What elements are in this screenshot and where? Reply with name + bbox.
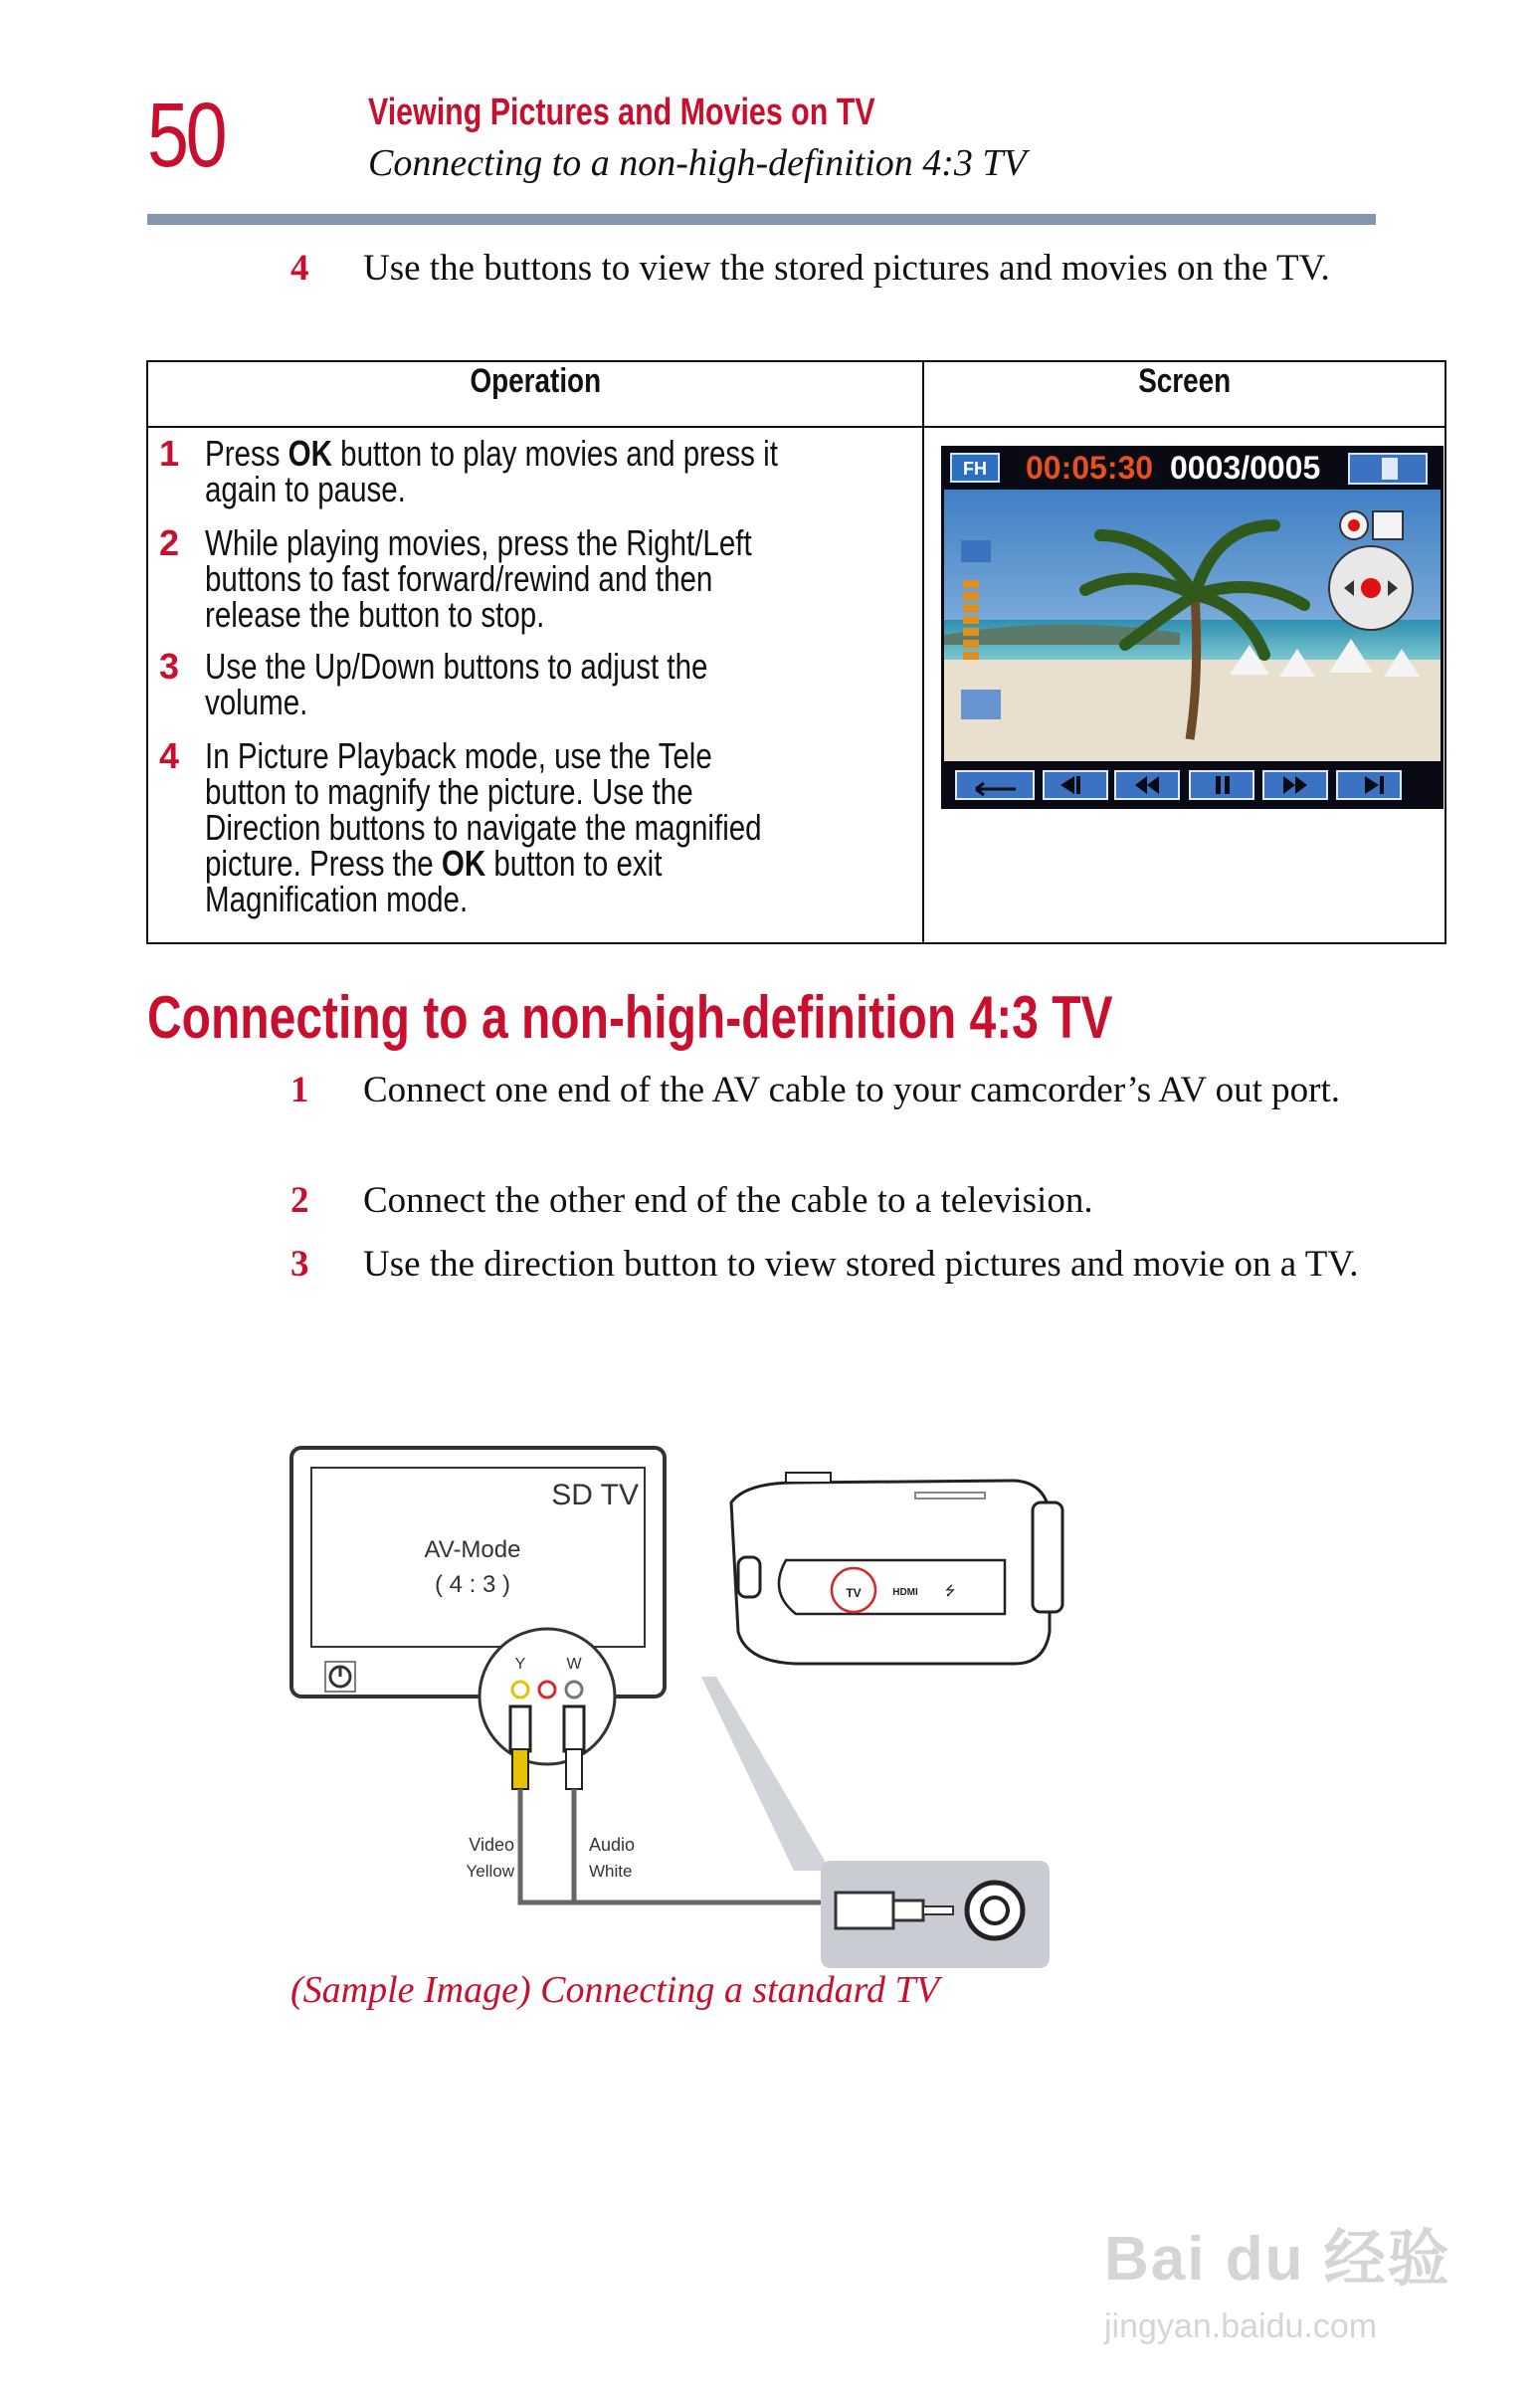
watermark-brand: Bai du 经验: [1104, 2225, 1451, 2294]
screen-cell: [923, 427, 1445, 943]
play-mode-icon: [1373, 511, 1403, 539]
mode-label: AV-Mode: [424, 1536, 521, 1563]
section-heading: Connecting to a non-high-definition 4:3 TV: [147, 984, 1113, 1051]
audio-color-label: White: [589, 1862, 633, 1881]
ratio-label: ( 4 : 3 ): [434, 1571, 511, 1598]
figure-caption: (Sample Image) Connecting a standard TV: [290, 1969, 939, 2011]
tv-label: SD TV: [551, 1479, 639, 1511]
video-color-label: Yellow: [466, 1862, 514, 1881]
volume-bar: [963, 580, 979, 660]
operations-cell: [147, 427, 923, 943]
chapter-title: Viewing Pictures and Movies on TV: [368, 92, 875, 133]
plug-w-label: W: [566, 1656, 582, 1673]
time-readout: 00:05:30: [1026, 450, 1154, 486]
port-callout-beam: [701, 1677, 828, 1871]
operation-item: 2 While playing movies, press the Right/Left buttons to fast forward/rewind and then release the button to stop.: [159, 522, 752, 635]
video-plug: [510, 1706, 530, 1789]
watermark: [1104, 2209, 1451, 2346]
operation-header: Operation: [147, 361, 923, 427]
volume-icon: [961, 540, 991, 562]
operation-item: 3 Use the Up/Down buttons to adjust the volume.: [159, 646, 708, 722]
file-counter: 0003/0005: [1170, 450, 1321, 486]
mode-badge: FH: [963, 459, 987, 479]
operation-item: 1 Press OK button to play movies and press it again to pause.: [159, 433, 778, 509]
plug-y-label: Y: [514, 1656, 526, 1673]
section-subtitle: Connecting to a non-high-definition 4:3 TV: [368, 142, 1027, 184]
camcorder-illustration: [731, 1473, 1062, 1664]
page-number: 50: [147, 85, 225, 186]
watermark-url: jingyan.baidu.com: [1104, 2307, 1378, 2345]
prev-button-icon: [1044, 771, 1107, 799]
screen-header: Screen: [923, 361, 1445, 427]
tv-port-label: TV: [846, 1586, 862, 1600]
audio-label: Audio: [589, 1835, 636, 1855]
connection-diagram: [279, 1433, 1074, 1970]
playback-screen-image: [941, 446, 1444, 809]
operation-item: 4 In Picture Playback mode, use the Tele button to magnify the picture. Use the Direction buttons to navigate the magnified picture. Press the OK button to exit Magnification mode.: [159, 735, 762, 919]
zoom-out-icon: [961, 690, 1001, 719]
step-text: Use the buttons to view the stored pictures and movies on the TV.: [363, 248, 1330, 289]
header-rule: [147, 214, 1376, 225]
video-label: Video: [469, 1835, 514, 1855]
audio-plug: [564, 1706, 584, 1789]
usb-icon: ⭍: [944, 1584, 956, 1599]
operations-table: [146, 360, 1446, 944]
hdmi-port-label: HDMI: [892, 1587, 918, 1598]
step-number: 4: [290, 248, 309, 289]
pause-button-icon: [1190, 771, 1253, 799]
return-button-icon: [956, 771, 1034, 799]
